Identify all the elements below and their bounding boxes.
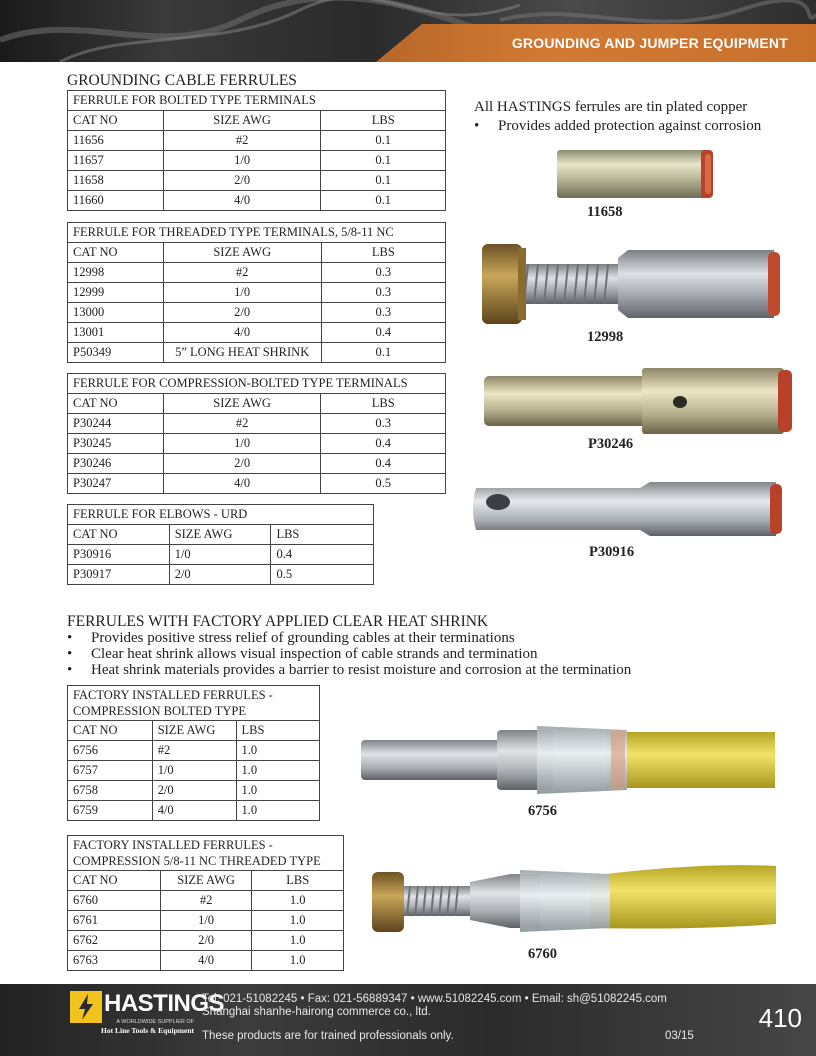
bullet-visual-inspection (67, 646, 538, 663)
table-bolted-ferrules (67, 90, 446, 211)
cat-no-cell: 11657 (68, 151, 164, 171)
size-cell: #2 (163, 414, 321, 434)
table-row (68, 761, 320, 781)
table-row (68, 151, 446, 171)
size-cell: 1/0 (169, 545, 271, 565)
lbs-cell: 0.1 (321, 151, 446, 171)
footer-contact: Tel: 021-51082245 • Fax: 021-56889347 • www.51082245.com • Email: sh@51082245.com (202, 993, 667, 1005)
header-lbs: LBS (321, 243, 445, 263)
table-elbow-ferrules (67, 504, 374, 585)
table-threaded-ferrules (67, 222, 446, 363)
size-cell: #2 (152, 741, 236, 761)
lbs-cell: 0.4 (321, 454, 446, 474)
bullet-stress-relief (67, 630, 515, 647)
product-label-6756: 6756 (528, 803, 557, 819)
cat-no-cell: 6757 (68, 761, 153, 781)
header-size-awg: SIZE AWG (163, 243, 321, 263)
table-row (68, 414, 446, 434)
cat-no-cell: P30917 (68, 565, 170, 585)
cat-no-cell: 6756 (68, 741, 153, 761)
header-lbs: LBS (321, 111, 446, 131)
table-row (68, 951, 344, 971)
footer-disclaimer: These products are for trained professionals only. (202, 1030, 454, 1042)
bullet-text: Provides positive stress relief of grounding cables at their terminations (91, 630, 515, 646)
size-cell: 4/0 (163, 474, 321, 494)
table-caption-line: COMPRESSION BOLTED TYPE (73, 704, 246, 718)
table-row (68, 931, 344, 951)
cat-no-cell: 6758 (68, 781, 153, 801)
cat-no-cell: 6761 (68, 911, 161, 931)
header-size-awg: SIZE AWG (163, 111, 321, 131)
lbs-cell: 1.0 (252, 951, 344, 971)
lbs-cell: 0.1 (321, 131, 446, 151)
size-cell: 1/0 (152, 761, 236, 781)
logo-subtitle: Hot Line Tools & Equipment (101, 1026, 194, 1035)
lbs-cell: 0.4 (321, 323, 445, 343)
table-row (68, 283, 446, 303)
lbs-cell: 0.3 (321, 263, 445, 283)
bullet-glyph: • (67, 646, 73, 662)
table-row (68, 741, 320, 761)
cat-no-cell: 13000 (68, 303, 164, 323)
header-lbs: LBS (321, 394, 446, 414)
hastings-logo-word: HASTINGS (104, 990, 225, 1017)
lbs-cell: 0.4 (271, 545, 374, 565)
lbs-cell: 1.0 (252, 891, 344, 911)
table-caption: FERRULE FOR ELBOWS - URD (68, 505, 374, 525)
lbs-cell: 0.5 (271, 565, 374, 585)
table-factory-bolted (67, 685, 320, 821)
table-row (68, 323, 446, 343)
lightning-bolt-icon (70, 991, 102, 1023)
logo-tagline: A WORLDWIDE SUPPLIER OF (116, 1019, 194, 1025)
cat-no-cell: P30916 (68, 545, 170, 565)
table-row (68, 801, 320, 821)
size-cell: 2/0 (163, 303, 321, 323)
ferrule-p30246-image (482, 366, 800, 436)
cat-no-cell: 11656 (68, 131, 164, 151)
footer-date-code: 03/15 (665, 1030, 694, 1042)
table-row (68, 781, 320, 801)
header-cat-no: CAT NO (68, 721, 153, 741)
bullet-glyph: • (474, 118, 480, 134)
bullet-text: Heat shrink materials provides a barrier to resist moisture and corrosion at the termination (91, 662, 632, 678)
bullet-text: Clear heat shrink allows visual inspection of cable strands and termination (91, 646, 538, 662)
lbs-cell: 0.5 (321, 474, 446, 494)
product-label-p30246: P30246 (588, 436, 634, 452)
lbs-cell: 0.1 (321, 343, 445, 363)
table-row (68, 891, 344, 911)
table-row (68, 171, 446, 191)
table-caption (68, 836, 344, 871)
size-cell: 2/0 (163, 454, 321, 474)
ferrule-p30916-image (470, 478, 788, 540)
header-size-awg: SIZE AWG (169, 525, 271, 545)
header-cat-no: CAT NO (68, 243, 164, 263)
size-cell: 1/0 (163, 283, 321, 303)
size-cell: 2/0 (160, 931, 252, 951)
cat-no-cell: P30247 (68, 474, 164, 494)
ferrule-note: All HASTINGS ferrules are tin plated copper (474, 99, 748, 115)
cat-no-cell: 11658 (68, 171, 164, 191)
size-cell: 2/0 (163, 171, 321, 191)
lbs-cell: 0.3 (321, 283, 445, 303)
cat-no-cell: 6762 (68, 931, 161, 951)
cat-no-cell: P30246 (68, 454, 164, 474)
lbs-cell: 0.1 (321, 171, 446, 191)
lbs-cell: 0.3 (321, 303, 445, 323)
size-cell: 4/0 (163, 323, 321, 343)
table-factory-threaded (67, 835, 344, 971)
size-cell: 4/0 (152, 801, 236, 821)
section-title-heat-shrink: FERRULES WITH FACTORY APPLIED CLEAR HEAT SHRINK (67, 613, 489, 630)
ferrule-6760-image (370, 862, 776, 942)
table-row (68, 191, 446, 211)
hastings-logo-icon (70, 991, 102, 1023)
page-header (0, 0, 816, 62)
lbs-cell: 1.0 (236, 741, 319, 761)
header-size-awg: SIZE AWG (160, 871, 252, 891)
size-cell: #2 (160, 891, 252, 911)
table-row (68, 545, 374, 565)
table-row (68, 303, 446, 323)
lbs-cell: 1.0 (252, 931, 344, 951)
header-cat-no: CAT NO (68, 871, 161, 891)
cat-no-cell: 11660 (68, 191, 164, 211)
table-caption-line: FACTORY INSTALLED FERRULES - (73, 838, 273, 852)
lbs-cell: 1.0 (236, 801, 319, 821)
cat-no-cell: P50349 (68, 343, 164, 363)
lbs-cell: 0.4 (321, 434, 446, 454)
table-caption: FERRULE FOR THREADED TYPE TERMINALS, 5/8-11 NC (68, 223, 446, 243)
table-caption: FERRULE FOR BOLTED TYPE TERMINALS (68, 91, 446, 111)
header-cat-no: CAT NO (68, 111, 164, 131)
footer-company: Shanghai shanhe-hairong commerce co., ltd. (202, 1006, 431, 1018)
lbs-cell: 1.0 (252, 911, 344, 931)
ferrule-6756-image (357, 722, 775, 798)
table-caption-line: COMPRESSION 5/8-11 NC THREADED TYPE (73, 854, 321, 868)
page-number: 410 (758, 1003, 802, 1033)
table-row (68, 131, 446, 151)
bullet-glyph: • (67, 630, 73, 646)
section-title-grounding: GROUNDING CABLE FERRULES (67, 72, 297, 89)
lbs-cell: 1.0 (236, 781, 319, 801)
size-cell: 4/0 (163, 191, 321, 211)
cat-no-cell: 6759 (68, 801, 153, 821)
lbs-cell: 0.3 (321, 414, 446, 434)
lbs-cell: 0.1 (321, 191, 446, 211)
table-row (68, 343, 446, 363)
size-cell: 1/0 (160, 911, 252, 931)
ferrule-12998-image (478, 238, 786, 330)
table-compression-ferrules (67, 373, 446, 494)
cat-no-cell: 6760 (68, 891, 161, 911)
size-cell: 1/0 (163, 151, 321, 171)
product-label-6760: 6760 (528, 946, 557, 962)
ferrule-11658-image (555, 146, 715, 202)
table-caption (68, 686, 320, 721)
header-cat-no: CAT NO (68, 394, 164, 414)
table-row (68, 565, 374, 585)
header-size-awg: SIZE AWG (163, 394, 321, 414)
cat-no-cell: 6763 (68, 951, 161, 971)
bullet-glyph: • (67, 662, 73, 678)
header-size-awg: SIZE AWG (152, 721, 236, 741)
size-cell: 2/0 (169, 565, 271, 585)
product-label-12998: 12998 (587, 329, 624, 345)
ferrule-note-bullet-line (474, 118, 761, 135)
size-cell: 5” LONG HEAT SHRINK (163, 343, 321, 363)
size-cell: 2/0 (152, 781, 236, 801)
cat-no-cell: P30244 (68, 414, 164, 434)
table-row (68, 434, 446, 454)
cat-no-cell: 13001 (68, 323, 164, 343)
header-lbs: LBS (236, 721, 319, 741)
lbs-cell: 1.0 (236, 761, 319, 781)
table-row (68, 474, 446, 494)
header-lbs: LBS (252, 871, 344, 891)
product-label-p30916: P30916 (589, 544, 635, 560)
table-row (68, 454, 446, 474)
header-title: GROUNDING AND JUMPER EQUIPMENT (511, 35, 788, 51)
product-label-11658: 11658 (587, 204, 623, 220)
table-row (68, 911, 344, 931)
size-cell: #2 (163, 263, 321, 283)
header-lbs: LBS (271, 525, 374, 545)
size-cell: 4/0 (160, 951, 252, 971)
cat-no-cell: 12999 (68, 283, 164, 303)
bullet-moisture-barrier (67, 662, 631, 679)
size-cell: #2 (163, 131, 321, 151)
header-cat-no: CAT NO (68, 525, 170, 545)
table-caption: FERRULE FOR COMPRESSION-BOLTED TYPE TERMINALS (68, 374, 446, 394)
table-caption-line: FACTORY INSTALLED FERRULES - (73, 688, 273, 702)
cat-no-cell: 12998 (68, 263, 164, 283)
ferrule-note-bullet: Provides added protection against corrosion (498, 118, 762, 134)
table-row (68, 263, 446, 283)
cat-no-cell: P30245 (68, 434, 164, 454)
size-cell: 1/0 (163, 434, 321, 454)
